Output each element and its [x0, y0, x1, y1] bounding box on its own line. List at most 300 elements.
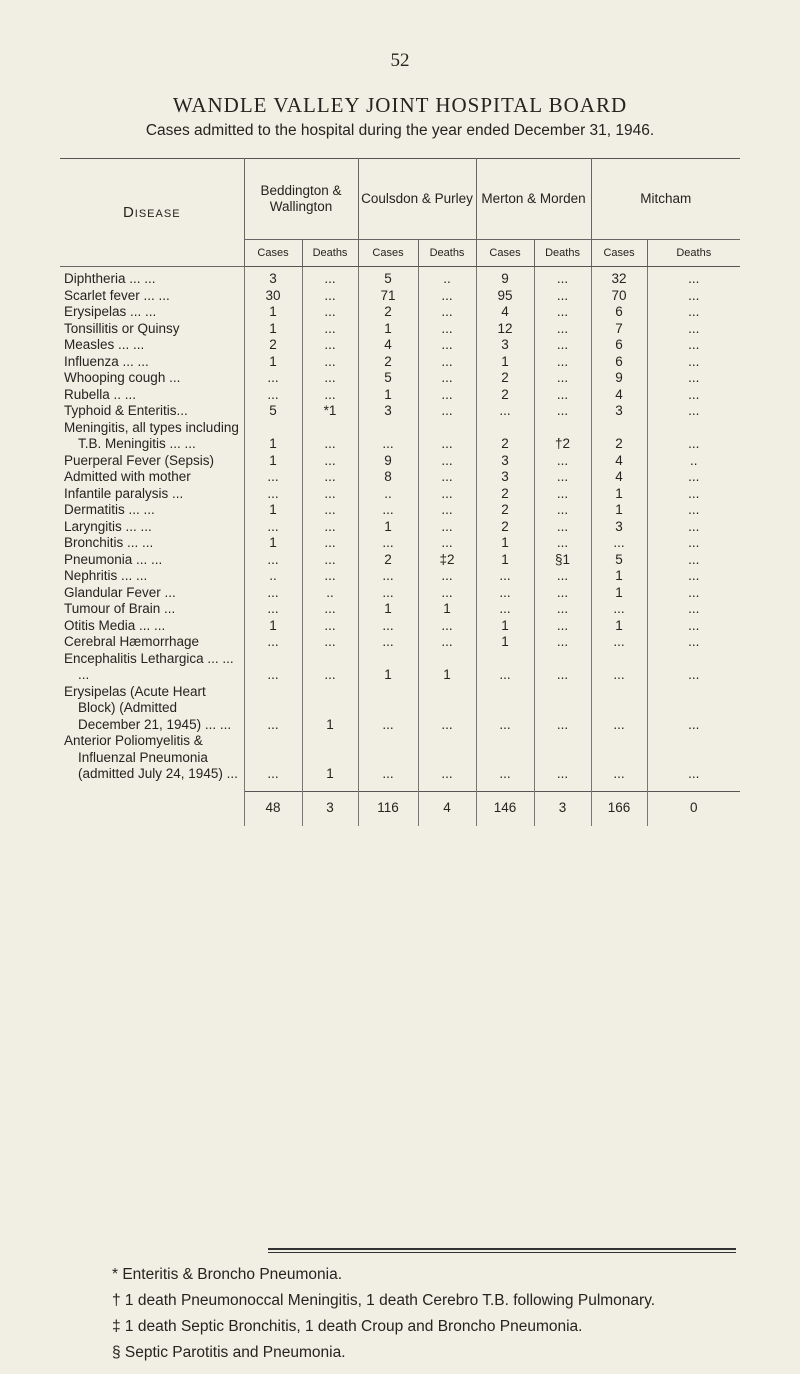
- value-cell: §1: [534, 552, 591, 569]
- table-row: [60, 733, 740, 783]
- table-row: [60, 535, 740, 552]
- value-cell: ...: [302, 387, 358, 404]
- value-cell: ...: [302, 288, 358, 305]
- value-cell: ...: [534, 519, 591, 536]
- disease-cell: [60, 684, 244, 734]
- disease-name: Otitis Media ... ...: [64, 617, 166, 633]
- value-cell: ...: [591, 634, 647, 651]
- value-cell: 1: [302, 733, 358, 783]
- value-cell: ...: [647, 420, 740, 453]
- disease-cell: [60, 267, 244, 288]
- value-cell: ..: [418, 267, 476, 288]
- value-cell: ...: [476, 651, 534, 684]
- table-row: [60, 618, 740, 635]
- spacer-cell: [358, 783, 418, 792]
- value-cell: ...: [418, 585, 476, 602]
- disease-cell: [60, 651, 244, 684]
- cases-header: Cases: [358, 240, 418, 267]
- page-number: 52: [390, 50, 410, 71]
- value-cell: ...: [647, 684, 740, 734]
- value-cell: ...: [358, 568, 418, 585]
- value-cell: 5: [244, 403, 302, 420]
- value-cell: 71: [358, 288, 418, 305]
- value-cell: 1: [358, 601, 418, 618]
- table-row: [60, 502, 740, 519]
- value-cell: ...: [244, 519, 302, 536]
- value-cell: ...: [534, 618, 591, 635]
- value-cell: ...: [534, 354, 591, 371]
- value-cell: 1: [244, 321, 302, 338]
- value-cell: ...: [534, 651, 591, 684]
- disease-name: Dermatitis ... ...: [64, 502, 155, 517]
- value-cell: ...: [476, 733, 534, 783]
- table-row: [60, 634, 740, 651]
- value-cell: 1: [418, 601, 476, 618]
- value-cell: 1: [358, 321, 418, 338]
- value-cell: ...: [418, 634, 476, 651]
- table-row: [60, 304, 740, 321]
- value-cell: 5: [591, 552, 647, 569]
- value-cell: ...: [358, 634, 418, 651]
- total-cell: 146: [476, 791, 534, 826]
- value-cell: ...: [358, 420, 418, 453]
- table-row: [60, 601, 740, 618]
- value-cell: 1: [358, 519, 418, 536]
- value-cell: ...: [647, 585, 740, 602]
- disease-name: Glandular Fever ...: [64, 584, 176, 600]
- value-cell: ...: [647, 354, 740, 371]
- totals-row: [60, 791, 740, 826]
- value-cell: 1: [358, 651, 418, 684]
- value-cell: 3: [476, 337, 534, 354]
- value-cell: *1: [302, 403, 358, 420]
- spacer-cell: [534, 783, 591, 792]
- value-cell: ...: [418, 535, 476, 552]
- disease-cell: [60, 321, 244, 338]
- value-cell: ...: [418, 486, 476, 503]
- value-cell: ...: [418, 684, 476, 734]
- value-cell: ..: [244, 568, 302, 585]
- hospital-admissions-table: [60, 158, 740, 826]
- value-cell: ...: [534, 321, 591, 338]
- value-cell: ...: [358, 618, 418, 635]
- table-row: [60, 370, 740, 387]
- value-cell: ...: [302, 618, 358, 635]
- value-cell: 1: [244, 420, 302, 453]
- disease-cell: [60, 469, 244, 486]
- table-row: [60, 288, 740, 305]
- value-cell: 1: [591, 618, 647, 635]
- deaths-header: Deaths: [534, 240, 591, 267]
- disease-cell: [60, 486, 244, 503]
- value-cell: †2: [534, 420, 591, 453]
- value-cell: ...: [244, 684, 302, 734]
- value-cell: ..: [647, 453, 740, 470]
- value-cell: 1: [244, 453, 302, 470]
- value-cell: 2: [476, 370, 534, 387]
- double-rule-thick: [268, 1248, 736, 1250]
- value-cell: ...: [302, 651, 358, 684]
- value-cell: ...: [302, 568, 358, 585]
- total-cell: 166: [591, 791, 647, 826]
- value-cell: ...: [418, 321, 476, 338]
- total-cell: 0: [647, 791, 740, 826]
- table-row: [60, 337, 740, 354]
- disease-name: Admitted with mother: [64, 469, 191, 484]
- disease-cell: [60, 288, 244, 305]
- value-cell: ...: [591, 684, 647, 734]
- footnotes: [112, 1262, 752, 1366]
- disease-name: Whooping cough ...: [64, 370, 181, 385]
- footnote-section: § Septic Parotitis and Pneumonia.: [112, 1344, 346, 1361]
- value-cell: ...: [418, 568, 476, 585]
- spacer-cell: [647, 783, 740, 792]
- spacer-cell: [302, 783, 358, 792]
- value-cell: ...: [534, 387, 591, 404]
- value-cell: ...: [647, 502, 740, 519]
- value-cell: ..: [302, 585, 358, 602]
- value-cell: 9: [358, 453, 418, 470]
- cases-header: Cases: [476, 240, 534, 267]
- value-cell: 4: [476, 304, 534, 321]
- table-row: [60, 585, 740, 602]
- double-rule-thin: [268, 1252, 736, 1253]
- table-row: [60, 651, 740, 684]
- value-cell: ...: [534, 535, 591, 552]
- value-cell: 6: [591, 304, 647, 321]
- value-cell: ...: [302, 502, 358, 519]
- footnote-asterisk: * Enteritis & Broncho Pneumonia.: [112, 1266, 343, 1283]
- disease-name: Erysipelas (Acute Heart Block) (Admitted December 21, 1945) ... ...: [64, 683, 232, 732]
- value-cell: 1: [244, 618, 302, 635]
- value-cell: ...: [647, 337, 740, 354]
- disease-cell: [60, 420, 244, 453]
- value-cell: ...: [476, 601, 534, 618]
- disease-name: Erysipelas ... ...: [64, 304, 157, 319]
- value-cell: 1: [476, 634, 534, 651]
- disease-name: Laryngitis ... ...: [64, 518, 152, 534]
- value-cell: ...: [418, 453, 476, 470]
- value-cell: ...: [534, 634, 591, 651]
- value-cell: ...: [647, 370, 740, 387]
- disease-name: Influenza ... ...: [64, 353, 149, 369]
- value-cell: ...: [244, 585, 302, 602]
- value-cell: ...: [302, 634, 358, 651]
- table-row: [60, 354, 740, 371]
- value-cell: ...: [244, 733, 302, 783]
- table-row: [60, 321, 740, 338]
- report-title: WANDLE VALLEY JOINT HOSPITAL BOARD: [172, 93, 628, 117]
- value-cell: ...: [534, 267, 591, 288]
- group-header-coulsdon: Coulsdon & Purley: [358, 159, 476, 240]
- value-cell: ...: [418, 370, 476, 387]
- table-body: [60, 267, 740, 826]
- value-cell: 1: [244, 354, 302, 371]
- value-cell: 4: [591, 387, 647, 404]
- total-cell: 48: [244, 791, 302, 826]
- value-cell: 1: [591, 585, 647, 602]
- value-cell: ...: [534, 684, 591, 734]
- value-cell: ...: [358, 502, 418, 519]
- value-cell: 1: [591, 486, 647, 503]
- spacer-cell: [418, 783, 476, 792]
- value-cell: ...: [534, 469, 591, 486]
- value-cell: 2: [476, 387, 534, 404]
- value-cell: ...: [534, 502, 591, 519]
- value-cell: ...: [302, 453, 358, 470]
- value-cell: ...: [591, 535, 647, 552]
- value-cell: 30: [244, 288, 302, 305]
- disease-cell: [60, 387, 244, 404]
- value-cell: ...: [647, 387, 740, 404]
- value-cell: ...: [358, 535, 418, 552]
- value-cell: ...: [244, 601, 302, 618]
- value-cell: ...: [534, 601, 591, 618]
- disease-name: Tumour of Brain ...: [64, 601, 176, 616]
- disease-cell: [60, 634, 244, 651]
- spacer-cell: [476, 783, 534, 792]
- disease-name: Anterior Poliomyelitis & Influenzal Pneumonia (admitted July 24, 1945) ...: [64, 733, 238, 781]
- value-cell: ...: [647, 601, 740, 618]
- value-cell: 2: [476, 519, 534, 536]
- value-cell: 2: [476, 502, 534, 519]
- value-cell: ...: [418, 304, 476, 321]
- value-cell: 1: [476, 552, 534, 569]
- value-cell: 1: [244, 502, 302, 519]
- value-cell: 1: [476, 535, 534, 552]
- value-cell: ...: [418, 337, 476, 354]
- table-row: [60, 552, 740, 569]
- spacer-row: [60, 783, 740, 792]
- value-cell: ...: [302, 486, 358, 503]
- value-cell: ...: [647, 267, 740, 288]
- total-cell: 3: [534, 791, 591, 826]
- value-cell: ...: [534, 288, 591, 305]
- disease-name: Typhoid & Enteritis...: [64, 403, 188, 418]
- footnote-dagger: † 1 death Pneumonoccal Meningitis, 1 death Cerebro T.B. following Pulmonary.: [112, 1292, 656, 1309]
- value-cell: 7: [591, 321, 647, 338]
- disease-cell: [60, 304, 244, 321]
- value-cell: 6: [591, 354, 647, 371]
- value-cell: ...: [591, 733, 647, 783]
- value-cell: ...: [591, 651, 647, 684]
- value-cell: ...: [647, 733, 740, 783]
- value-cell: 32: [591, 267, 647, 288]
- value-cell: ...: [647, 634, 740, 651]
- value-cell: ...: [244, 651, 302, 684]
- value-cell: ...: [476, 684, 534, 734]
- value-cell: 1: [476, 618, 534, 635]
- group-header-merton: Merton & Morden: [476, 159, 591, 240]
- value-cell: ...: [358, 733, 418, 783]
- value-cell: ...: [302, 535, 358, 552]
- value-cell: ...: [302, 552, 358, 569]
- value-cell: ...: [244, 469, 302, 486]
- value-cell: 3: [476, 469, 534, 486]
- footnote-double-dagger: ‡ 1 death Septic Bronchitis, 1 death Croup and Broncho Pneumonia.: [112, 1318, 583, 1335]
- disease-cell: [60, 403, 244, 420]
- disease-name: Puerperal Fever (Sepsis): [64, 452, 215, 468]
- value-cell: 3: [476, 453, 534, 470]
- value-cell: ...: [647, 519, 740, 536]
- disease-name: Rubella .. ...: [64, 386, 137, 402]
- value-cell: 4: [591, 469, 647, 486]
- value-cell: ...: [302, 321, 358, 338]
- value-cell: ...: [244, 634, 302, 651]
- value-cell: ...: [476, 403, 534, 420]
- value-cell: ...: [418, 403, 476, 420]
- value-cell: ...: [302, 337, 358, 354]
- disease-name: Cerebral Hæmorrhage: [64, 634, 200, 649]
- value-cell: ...: [418, 733, 476, 783]
- value-cell: 5: [358, 370, 418, 387]
- value-cell: 2: [358, 552, 418, 569]
- disease-cell: [60, 354, 244, 371]
- value-cell: 2: [244, 337, 302, 354]
- value-cell: ...: [358, 684, 418, 734]
- value-cell: 3: [591, 403, 647, 420]
- value-cell: ...: [302, 370, 358, 387]
- value-cell: ...: [647, 651, 740, 684]
- value-cell: ...: [647, 552, 740, 569]
- value-cell: ..: [358, 486, 418, 503]
- value-cell: ...: [418, 618, 476, 635]
- disease-name: Scarlet fever ... ...: [64, 287, 170, 303]
- disease-cell: [60, 568, 244, 585]
- value-cell: ...: [534, 486, 591, 503]
- value-cell: ...: [647, 535, 740, 552]
- value-cell: ...: [418, 519, 476, 536]
- disease-cell: [60, 552, 244, 569]
- value-cell: 9: [476, 267, 534, 288]
- value-cell: ...: [534, 337, 591, 354]
- total-cell: 3: [302, 791, 358, 826]
- deaths-header: Deaths: [647, 240, 740, 267]
- table-row: [60, 420, 740, 453]
- value-cell: ...: [534, 733, 591, 783]
- value-cell: 1: [244, 535, 302, 552]
- table-row: [60, 267, 740, 288]
- table-row: [60, 486, 740, 503]
- spacer-cell: [591, 783, 647, 792]
- value-cell: ...: [647, 568, 740, 585]
- disease-cell: [60, 535, 244, 552]
- disease-cell: [60, 585, 244, 602]
- value-cell: ...: [534, 585, 591, 602]
- table-row: [60, 684, 740, 734]
- value-cell: ...: [534, 304, 591, 321]
- table-row: [60, 568, 740, 585]
- value-cell: ...: [647, 403, 740, 420]
- value-cell: 3: [358, 403, 418, 420]
- value-cell: 1: [591, 502, 647, 519]
- value-cell: ...: [302, 420, 358, 453]
- disease-name: Bronchitis ... ...: [64, 535, 154, 550]
- disease-cell: [60, 601, 244, 618]
- value-cell: ...: [647, 469, 740, 486]
- value-cell: ...: [302, 267, 358, 288]
- value-cell: ...: [476, 585, 534, 602]
- value-cell: ...: [647, 321, 740, 338]
- value-cell: 95: [476, 288, 534, 305]
- disease-cell: [60, 519, 244, 536]
- disease-name: Nephritis ... ...: [64, 568, 148, 583]
- value-cell: ...: [647, 288, 740, 305]
- disease-cell: [60, 370, 244, 387]
- table-row: [60, 403, 740, 420]
- disease-cell: [60, 618, 244, 635]
- value-cell: 4: [591, 453, 647, 470]
- value-cell: ...: [534, 403, 591, 420]
- table-row: [60, 519, 740, 536]
- value-cell: ‡2: [418, 552, 476, 569]
- spacer-cell: [60, 783, 244, 792]
- disease-column-header: Disease: [60, 159, 244, 267]
- value-cell: ...: [244, 387, 302, 404]
- disease-name: Diphtheria ... ...: [64, 271, 156, 286]
- value-cell: 9: [591, 370, 647, 387]
- value-cell: ...: [358, 585, 418, 602]
- value-cell: 8: [358, 469, 418, 486]
- disease-cell: [60, 733, 244, 783]
- value-cell: ...: [302, 469, 358, 486]
- disease-cell: [60, 337, 244, 354]
- deaths-header: Deaths: [418, 240, 476, 267]
- disease-name: Encephalitis Lethargica ... ... ...: [64, 650, 234, 682]
- report-subtitle: Cases admitted to the hospital during the year ended December 31, 1946.: [145, 122, 655, 139]
- value-cell: ...: [244, 370, 302, 387]
- totals-label-cell: [60, 791, 244, 826]
- value-cell: ...: [647, 304, 740, 321]
- value-cell: 6: [591, 337, 647, 354]
- disease-name: Tonsillitis or Quinsy: [64, 320, 180, 336]
- value-cell: ...: [302, 304, 358, 321]
- value-cell: ...: [244, 552, 302, 569]
- value-cell: 1: [244, 304, 302, 321]
- value-cell: 2: [476, 420, 534, 453]
- value-cell: ...: [418, 354, 476, 371]
- value-cell: ...: [418, 502, 476, 519]
- disease-name: Pneumonia ... ...: [64, 551, 163, 567]
- value-cell: ...: [302, 354, 358, 371]
- value-cell: 12: [476, 321, 534, 338]
- value-cell: 2: [358, 304, 418, 321]
- value-cell: 2: [476, 486, 534, 503]
- total-cell: 116: [358, 791, 418, 826]
- value-cell: 5: [358, 267, 418, 288]
- value-cell: 4: [358, 337, 418, 354]
- value-cell: ...: [647, 486, 740, 503]
- value-cell: ...: [418, 469, 476, 486]
- value-cell: 3: [591, 519, 647, 536]
- total-cell: 4: [418, 791, 476, 826]
- value-cell: ...: [302, 519, 358, 536]
- disease-name: Meningitis, all types including T.B. Meningitis ... ...: [64, 419, 239, 451]
- value-cell: 2: [358, 354, 418, 371]
- table-row: [60, 453, 740, 470]
- table-row: [60, 387, 740, 404]
- value-cell: 1: [358, 387, 418, 404]
- value-cell: ...: [418, 420, 476, 453]
- value-cell: ...: [418, 288, 476, 305]
- disease-cell: [60, 453, 244, 470]
- value-cell: ...: [476, 568, 534, 585]
- value-cell: 2: [591, 420, 647, 453]
- disease-name: Infantile paralysis ...: [64, 485, 184, 501]
- value-cell: 3: [244, 267, 302, 288]
- deaths-header: Deaths: [302, 240, 358, 267]
- disease-name: Measles ... ...: [64, 337, 145, 352]
